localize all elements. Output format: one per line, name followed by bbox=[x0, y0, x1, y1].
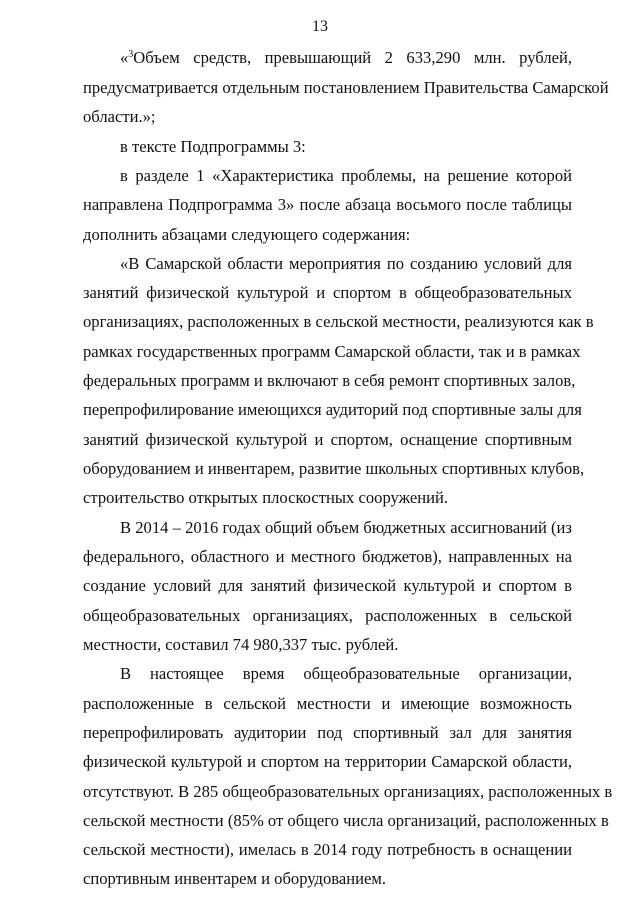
paragraph-line bbox=[120, 47, 572, 69]
paragraph-line: В 2014 – 2016 годах общий объем бюджетных ассигнований (из bbox=[120, 518, 572, 537]
paragraph-line: области.»; bbox=[83, 107, 156, 126]
paragraph-line: федерального, областного и местного бюджетов), направленных на bbox=[83, 547, 572, 566]
paragraph-line: федеральных программ и включают в себя ремонт спортивных залов, bbox=[83, 371, 576, 390]
paragraph-line: в тексте Подпрограммы 3: bbox=[120, 137, 306, 156]
paragraph-line: занятий физической культурой и спортом, оснащение спортивным bbox=[83, 430, 572, 449]
paragraph-line: общеобразовательных организациях, расположенных в сельской bbox=[83, 606, 572, 625]
paragraph-line: перепрофилировать аудитории под спортивный зал для занятия bbox=[83, 723, 572, 742]
paragraph-line: дополнить абзацами следующего содержания: bbox=[83, 225, 411, 244]
paragraph-line: В настоящее время общеобразовательные организации, bbox=[120, 664, 572, 683]
paragraph-line: занятий физической культурой и спортом в общеобразовательных bbox=[83, 283, 572, 302]
open-quote: « bbox=[120, 48, 129, 67]
paragraph-line: «В Самарской области мероприятия по созданию условий для bbox=[120, 254, 572, 273]
paragraph-line: оборудованием и инвентарем, развитие школьных спортивных клубов, bbox=[83, 459, 585, 478]
paragraph-line: предусматривается отдельным постановлением Правительства Самарской bbox=[83, 78, 609, 97]
paragraph-line: перепрофилирование имеющихся аудиторий под спортивные залы для bbox=[83, 400, 582, 419]
paragraph-line: отсутствуют. В 285 общеобразовательных организациях, расположенных в bbox=[83, 782, 613, 801]
page-number: 13 bbox=[312, 18, 328, 35]
paragraph-line: сельской местности (85% от общего числа организаций, расположенных в bbox=[83, 811, 609, 830]
paragraph-line: направлена Подпрограмма 3» после абзаца восьмого после таблицы bbox=[83, 195, 572, 214]
paragraph-line: создание условий для занятий физической культурой и спортом в bbox=[83, 576, 572, 595]
footnote-marker: 3 bbox=[128, 49, 134, 60]
paragraph-line: в разделе 1 «Характеристика проблемы, на решение которой bbox=[120, 166, 572, 185]
paragraph-line: строительство открытых плоскостных сооружений. bbox=[83, 488, 448, 507]
paragraph-line: физической культурой и спортом на территории Самарской области, bbox=[83, 752, 572, 771]
paragraph-line: сельской местности), имелась в 2014 году потребность в оснащении bbox=[83, 840, 572, 859]
line-text: Объем средств, превышающий 2 633,290 млн. рублей, bbox=[133, 48, 572, 67]
paragraph-line: спортивным инвентарем и оборудованием. bbox=[83, 869, 387, 888]
paragraph-line: организациях, расположенных в сельской местности, реализуются как в bbox=[83, 312, 594, 331]
paragraph-line: местности, составил 74 980,337 тыс. рублей. bbox=[83, 635, 399, 654]
paragraph-line: рамках государственных программ Самарской области, так и в рамках bbox=[83, 342, 581, 361]
paragraph-line: расположенные в сельской местности и имеющие возможность bbox=[83, 694, 572, 713]
